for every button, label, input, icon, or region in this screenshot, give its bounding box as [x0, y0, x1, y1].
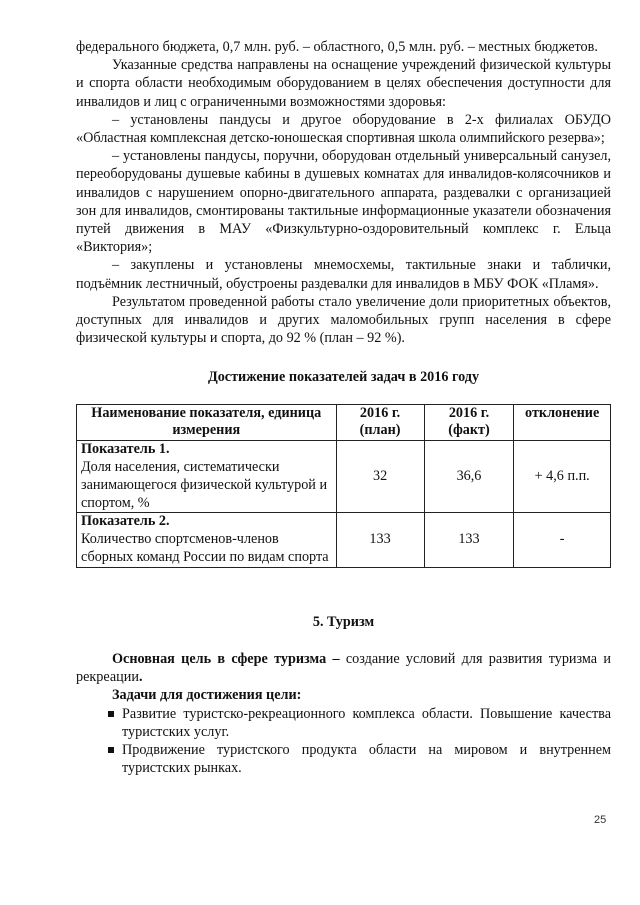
tasks-list	[76, 705, 611, 778]
list-paragraph: – установлены пандусы, поручни, оборудован отдельный универсальный санузел, переоборудованы душевые кабины в душевых комнатах для инвалидов-колясочников и инвалидов с нарушением опорно-двигательного аппарата, раздевалки с организацией зон для инвалидов, смонтированы тактильные информационные указатели обозначения путей движения в МАУ «Физкультурно-оздоровительный комплекс г. Ельца «Виктория»;	[76, 148, 611, 256]
list-paragraph: – установлены пандусы и другое оборудование в 2-х филиалах ОБУДО «Областная комплексная детско-юношеская спортивная школа олимпийского резерва»;	[76, 111, 611, 147]
paragraph: Указанные средства направлены на оснащение учреждений физической культуры и спорта области необходимым оборудованием в целях обеспечения доступности для инвалидов и лиц с ограниченными возможностями здоровья:	[76, 57, 611, 110]
table-title: Достижение показателей задач в 2016 году	[207, 369, 480, 386]
task-text: Продвижение туристского продукта области на мировом и внутреннем туристских рынках.	[122, 742, 611, 777]
indicator-cell	[77, 441, 337, 513]
goal-text: создание условий для развития туризма и рекреации	[76, 651, 611, 686]
goal-paragraph	[76, 650, 611, 686]
table-row	[77, 441, 611, 513]
bullet-icon	[108, 711, 114, 717]
column-header: 2016 г. (план)	[336, 404, 424, 441]
tasks-title: Задачи для достижения цели:	[112, 687, 302, 704]
plan-cell: 133	[336, 513, 424, 567]
page-number: 25	[594, 814, 607, 826]
goal-end: .	[138, 669, 143, 686]
indicator-label: Показатель 1.	[81, 441, 170, 458]
paragraph: федерального бюджета, 0,7 млн. руб. – областного, 0,5 млн. руб. – местных бюджетов.	[76, 39, 598, 55]
indicator-cell	[77, 513, 337, 567]
list-paragraph: – закуплены и установлены мнемосхемы, тактильные знаки и таблички, подъёмник лестничный, обустроены раздевалки для инвалидов в МБУ ФОК «Пламя».	[76, 257, 611, 292]
bullet-icon	[108, 747, 114, 753]
indicator-text: Количество спортсменов-членов сборных команд России по видам спорта	[81, 531, 329, 566]
column-header: 2016 г. (факт)	[424, 404, 514, 441]
document-page	[76, 38, 611, 777]
indicator-text: Доля населения, систематически занимающегося физической культурой и спортом, %	[81, 459, 328, 511]
fact-cell: 133	[424, 513, 514, 567]
paragraph: Результатом проведенной работы стало увеличение доли приоритетных объектов, доступных для инвалидов и других маломобильных групп населения в сфере физической культуры и спорта, до 92 % (план – 92 %).	[76, 293, 611, 347]
table-header-row	[77, 404, 611, 441]
fact-cell: 36,6	[424, 441, 514, 513]
plan-cell: 32	[336, 441, 424, 513]
deviation-cell: + 4,6 п.п.	[514, 441, 611, 513]
goal-lead: Основная цель в сфере туризма –	[112, 651, 340, 668]
indicator-label: Показатель 2.	[81, 513, 170, 530]
indicators-table	[76, 404, 611, 568]
deviation-cell: -	[514, 513, 611, 567]
list-item	[76, 741, 611, 777]
column-header: отклонение	[514, 404, 611, 441]
table-row	[77, 513, 611, 567]
column-header: Наименование показателя, единица измерения	[77, 404, 337, 441]
section-title: 5. Туризм	[312, 613, 375, 630]
list-item	[76, 705, 611, 741]
task-text: Развитие туристско-рекреационного комплекса области. Повышение качества туристских услуг.	[122, 705, 611, 740]
